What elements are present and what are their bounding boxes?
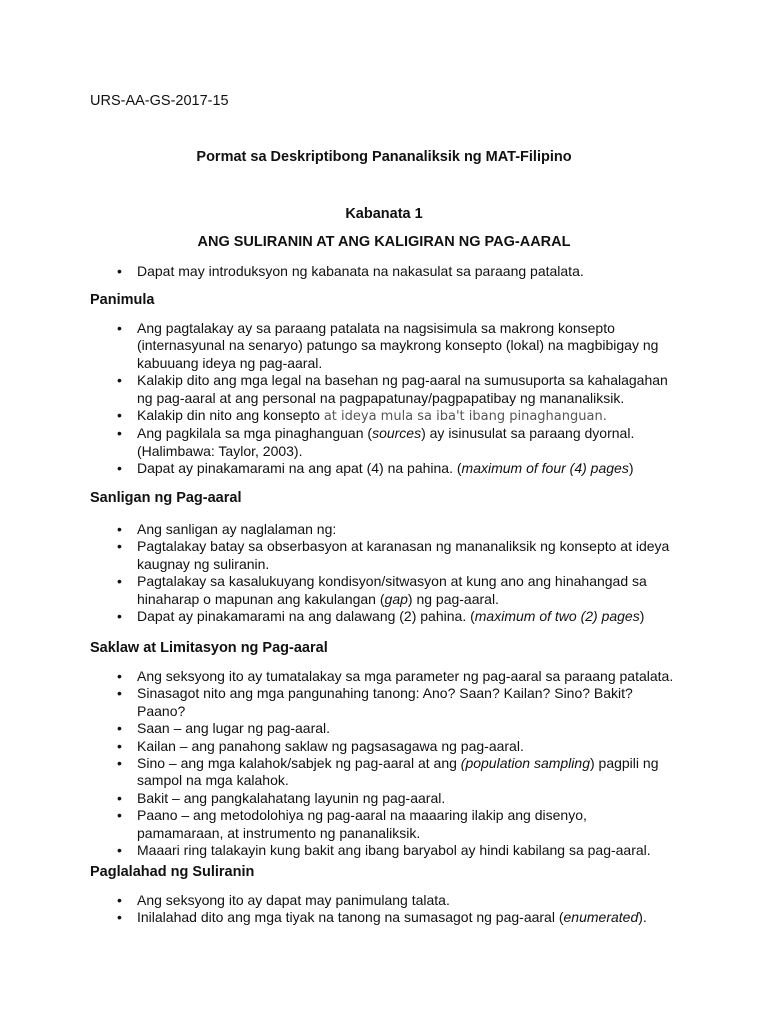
list-item: • Maaari ring talakayin kung bakit ang ibang baryabol ay hindi kabilang sa pag-aaral. xyxy=(117,842,677,859)
list-item xyxy=(117,460,677,477)
list-item-text: Kalakip din nito ang konsepto xyxy=(137,407,324,424)
sanligan-list xyxy=(117,521,677,625)
document-code: URS-AA-GS-2017-15 xyxy=(90,93,229,109)
list-item: • Dapat may introduksyon ng kabanata na nakasulat sa paraang patalata. xyxy=(117,263,677,280)
chapter-title: ANG SULIRANIN AT ANG KALIGIRAN NG PAG-AARAL xyxy=(197,234,571,250)
list-item-text-light: at ideya mula sa iba't ibang pinaghanguan. xyxy=(323,409,607,425)
list-item-text: ) ng pag-aaral. xyxy=(407,590,499,607)
list-item: • Kalakip dito ang mga legal na basehan ng pag-aaral na sumusuporta sa kahalagahan ng pag-aaral at ang personal na pagpapatunay/pagpapatibay ng mananaliksik. xyxy=(117,372,677,407)
list-item: • Ang pagtalakay ay sa paraang patalata na nagsisimula sa makrong konsepto (internasyunal na senaryo) patungo sa maykrong konsepto (lokal) na magbibigay ng kabuuang ideya ng pag-aaral. xyxy=(117,320,677,372)
list-item-text: Pagtalakay sa kasalukuyang kondisyon/sitwasyon at kung ano ang hinahangad sa hinaharap o mapunan ang kakulangan ( xyxy=(137,573,647,607)
list-item-text: Ang pagkilala sa mga pinaghanguan ( xyxy=(137,425,373,442)
chapter-number: Kabanata 1 xyxy=(345,206,423,222)
section-heading-sanligan: Sanligan ng Pag-aaral xyxy=(90,490,242,506)
list-item xyxy=(117,909,677,926)
list-item-text: ) ay isinusulat sa paraang dyornal. (Halimbawa: Taylor, 2003). xyxy=(137,425,635,459)
panimula-list xyxy=(117,320,677,478)
list-item xyxy=(117,573,677,608)
list-item-emphasis: maximum of four (4) pages xyxy=(461,460,629,477)
list-item: • Paano – ang metodolohiya ng pag-aaral na maaaring ilakip ang disenyo, pamamaraan, at instrumento ng pananaliksik. xyxy=(117,807,677,842)
list-item xyxy=(117,755,677,790)
list-item xyxy=(117,608,677,625)
list-item-text: Dapat ay pinakamarami na ang dalawang (2) pahina. ( xyxy=(137,608,475,625)
section-heading-paglalahad: Paglalahad ng Suliranin xyxy=(90,864,255,880)
intro-list xyxy=(117,263,677,280)
list-item-emphasis: enumerated xyxy=(563,909,639,926)
list-item-text: ). xyxy=(638,909,647,926)
list-item xyxy=(117,407,677,425)
list-item: • Bakit – ang pangkalahatang layunin ng pag-aaral. xyxy=(117,790,677,807)
list-item-text: ) xyxy=(628,460,634,477)
list-item-text: ) pagpili ng sampol na mga kalahok. xyxy=(137,755,659,789)
list-item xyxy=(117,425,677,460)
list-item-emphasis: maximum of two (2) pages xyxy=(474,608,640,625)
list-item-text: Inilalahad dito ang mga tiyak na tanong na sumasagot ng pag-aaral ( xyxy=(137,909,564,926)
list-item: • Ang sanligan ay naglalaman ng: xyxy=(117,521,677,538)
list-item: • Sinasagot nito ang mga pangunahing tanong: Ano? Saan? Kailan? Sino? Bakit? Paano? xyxy=(117,685,677,720)
list-item-emphasis: sources xyxy=(372,425,422,442)
list-item: • Saan – ang lugar ng pag-aaral. xyxy=(117,720,677,737)
list-item-emphasis: (population sampling xyxy=(460,755,590,772)
list-item: • Ang seksyong ito ay tumatalakay sa mga parameter ng pag-aaral sa paraang patalata. xyxy=(117,668,677,685)
list-item-text: ) xyxy=(639,608,645,625)
list-item: • Ang seksyong ito ay dapat may panimulang talata. xyxy=(117,892,677,909)
list-item: • Kailan – ang panahong saklaw ng pagsasagawa ng pag-aaral. xyxy=(117,738,677,755)
saklaw-list xyxy=(117,668,677,859)
list-item-text: Dapat ay pinakamarami na ang apat (4) na pahina. ( xyxy=(137,460,462,477)
section-heading-panimula: Panimula xyxy=(90,292,155,308)
section-heading-saklaw: Saklaw at Limitasyon ng Pag-aaral xyxy=(90,640,328,656)
list-item-emphasis: gap xyxy=(384,590,408,607)
list-item-text: Sino – ang mga kalahok/sabjek ng pag-aaral at ang xyxy=(137,755,461,772)
list-item: • Pagtalakay batay sa obserbasyon at karanasan ng mananaliksik ng konsepto at ideya kaugnay ng suliranin. xyxy=(117,538,677,573)
paglalahad-list xyxy=(117,892,677,927)
document-title: Pormat sa Deskriptibong Pananaliksik ng MAT-Filipino xyxy=(196,149,572,165)
